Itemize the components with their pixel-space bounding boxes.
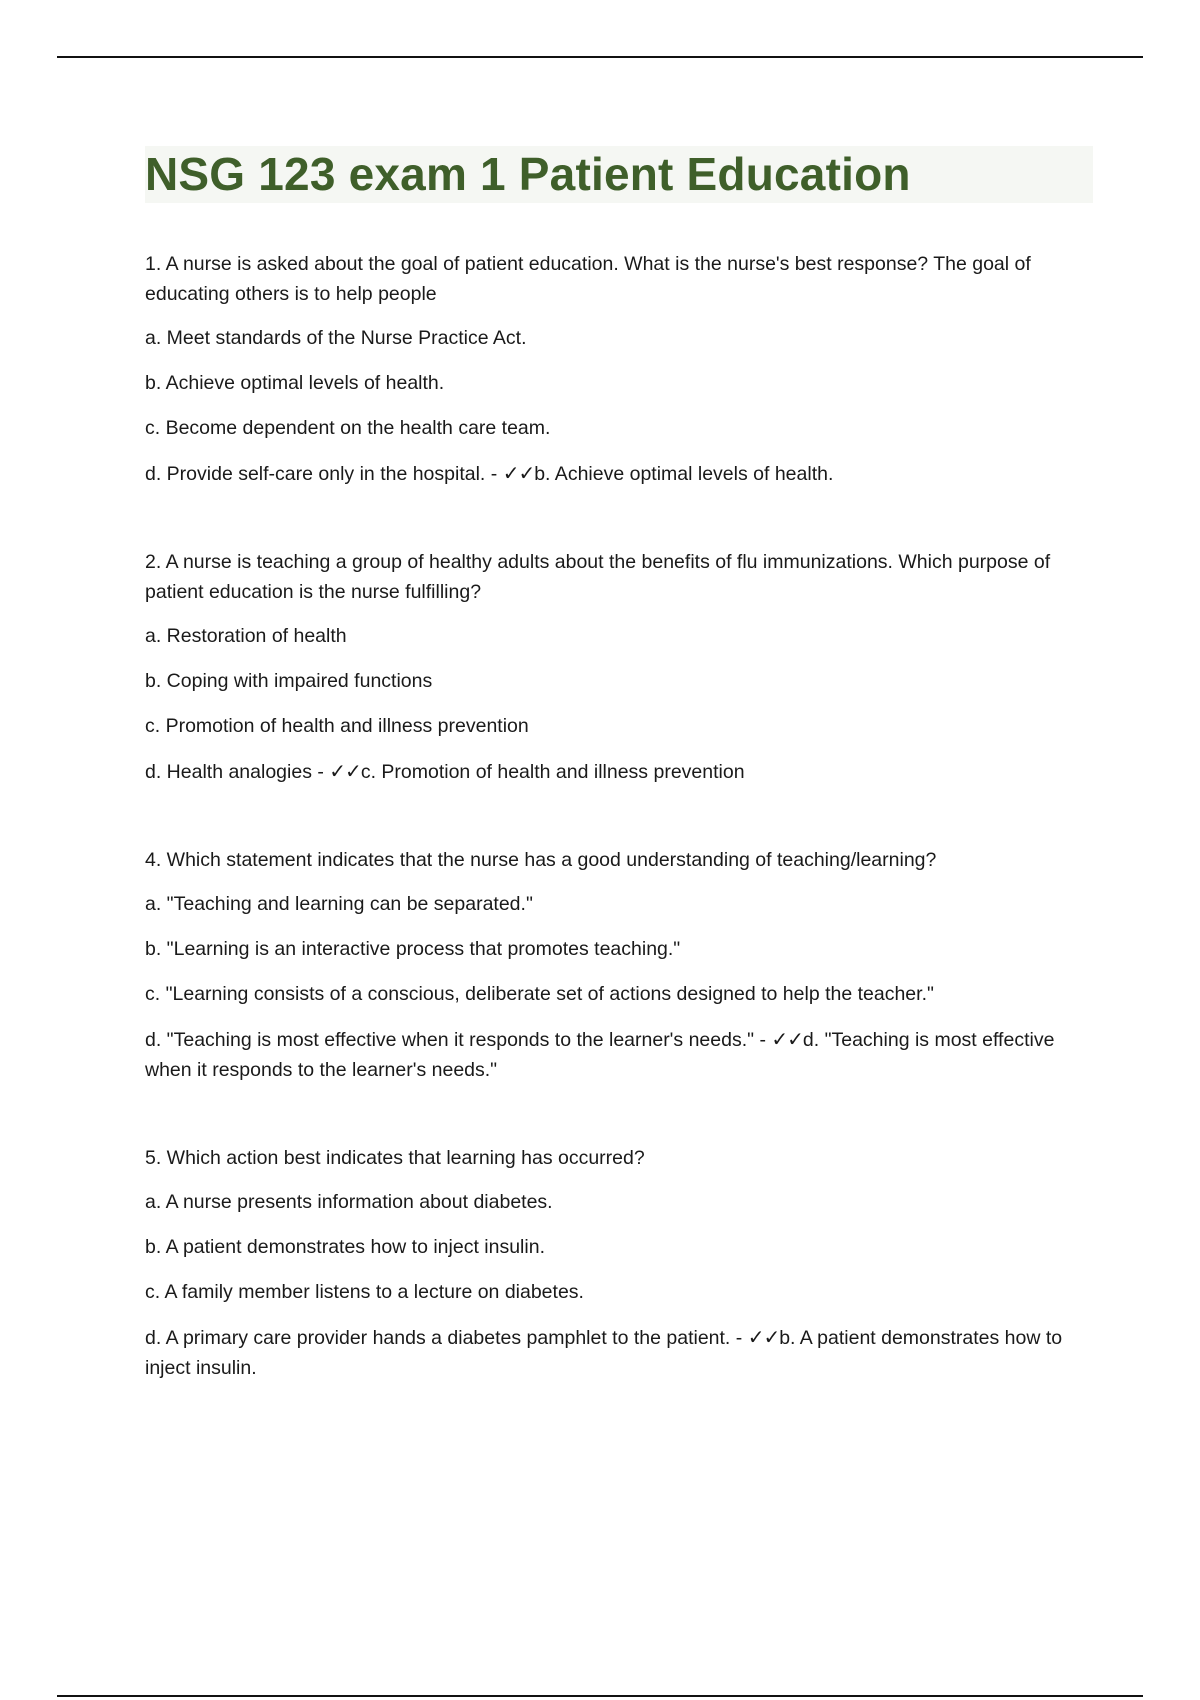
document-title: NSG 123 exam 1 Patient Education (145, 148, 911, 200)
answer-option-d-with-answer (145, 756, 1093, 787)
answer-option-c: c. "Learning consists of a conscious, deliberate set of actions designed to help the teacher." (145, 983, 934, 1005)
question-1 (145, 249, 1093, 489)
answer-option-d: d. Health analogies - (145, 761, 324, 783)
answer-option-d: d. Provide self-care only in the hospital. - (145, 463, 498, 485)
answer-option-b: b. "Learning is an interactive process that promotes teaching." (145, 938, 681, 960)
correct-answer: b. A patient demonstrates how to inject insulin. (145, 1327, 1063, 1379)
top-rule (57, 56, 1143, 58)
question-5 (145, 1143, 1093, 1383)
correct-answer: b. Achieve optimal levels of health. (534, 463, 834, 485)
answer-option-a: a. "Teaching and learning can be separated." (145, 893, 533, 915)
answer-option-b: b. A patient demonstrates how to inject insulin. (145, 1236, 545, 1258)
answer-option-d: d. A primary care provider hands a diabetes pamphlet to the patient. - (145, 1327, 743, 1349)
answer-option-a: a. Restoration of health (145, 625, 347, 647)
question-4 (145, 845, 1093, 1085)
bottom-rule (57, 1695, 1143, 1697)
question-prompt: 2. A nurse is teaching a group of healthy adults about the benefits of flu immunizations. Which purpose of patient education is the nurse fulfilling? (145, 551, 1051, 603)
question-prompt: 5. Which action best indicates that learning has occurred? (145, 1147, 645, 1169)
correct-answer: d. "Teaching is most effective when it responds to the learner's needs." (145, 1029, 1055, 1081)
document-body (145, 146, 1093, 1441)
correct-answer: c. Promotion of health and illness prevention (360, 761, 745, 783)
answer-option-b: b. Coping with impaired functions (145, 670, 433, 692)
question-list (145, 249, 1093, 1383)
answer-option-d: d. "Teaching is most effective when it responds to the learner's needs." - (145, 1029, 766, 1051)
answer-option-d-with-answer (145, 458, 1093, 489)
answer-option-c: c. A family member listens to a lecture on diabetes. (145, 1281, 584, 1303)
question-2 (145, 547, 1093, 787)
double-check-icon: ✓✓ (771, 1027, 803, 1051)
double-check-icon: ✓✓ (747, 1325, 780, 1349)
title-band (145, 146, 1093, 203)
answer-option-b: b. Achieve optimal levels of health. (145, 372, 445, 394)
answer-option-a: a. A nurse presents information about diabetes. (145, 1191, 553, 1213)
double-check-icon: ✓✓ (329, 759, 361, 783)
answer-option-c: c. Promotion of health and illness prevention (145, 715, 529, 737)
question-prompt: 1. A nurse is asked about the goal of patient education. What is the nurse's best response? The goal of educating others is to help people (145, 253, 1031, 305)
answer-option-d-with-answer (145, 1024, 1093, 1085)
question-prompt: 4. Which statement indicates that the nurse has a good understanding of teaching/learning? (145, 849, 937, 871)
answer-option-c: c. Become dependent on the health care team. (145, 417, 551, 439)
double-check-icon: ✓✓ (502, 461, 535, 485)
answer-option-d-with-answer (145, 1322, 1093, 1383)
answer-option-a: a. Meet standards of the Nurse Practice Act. (145, 327, 527, 349)
